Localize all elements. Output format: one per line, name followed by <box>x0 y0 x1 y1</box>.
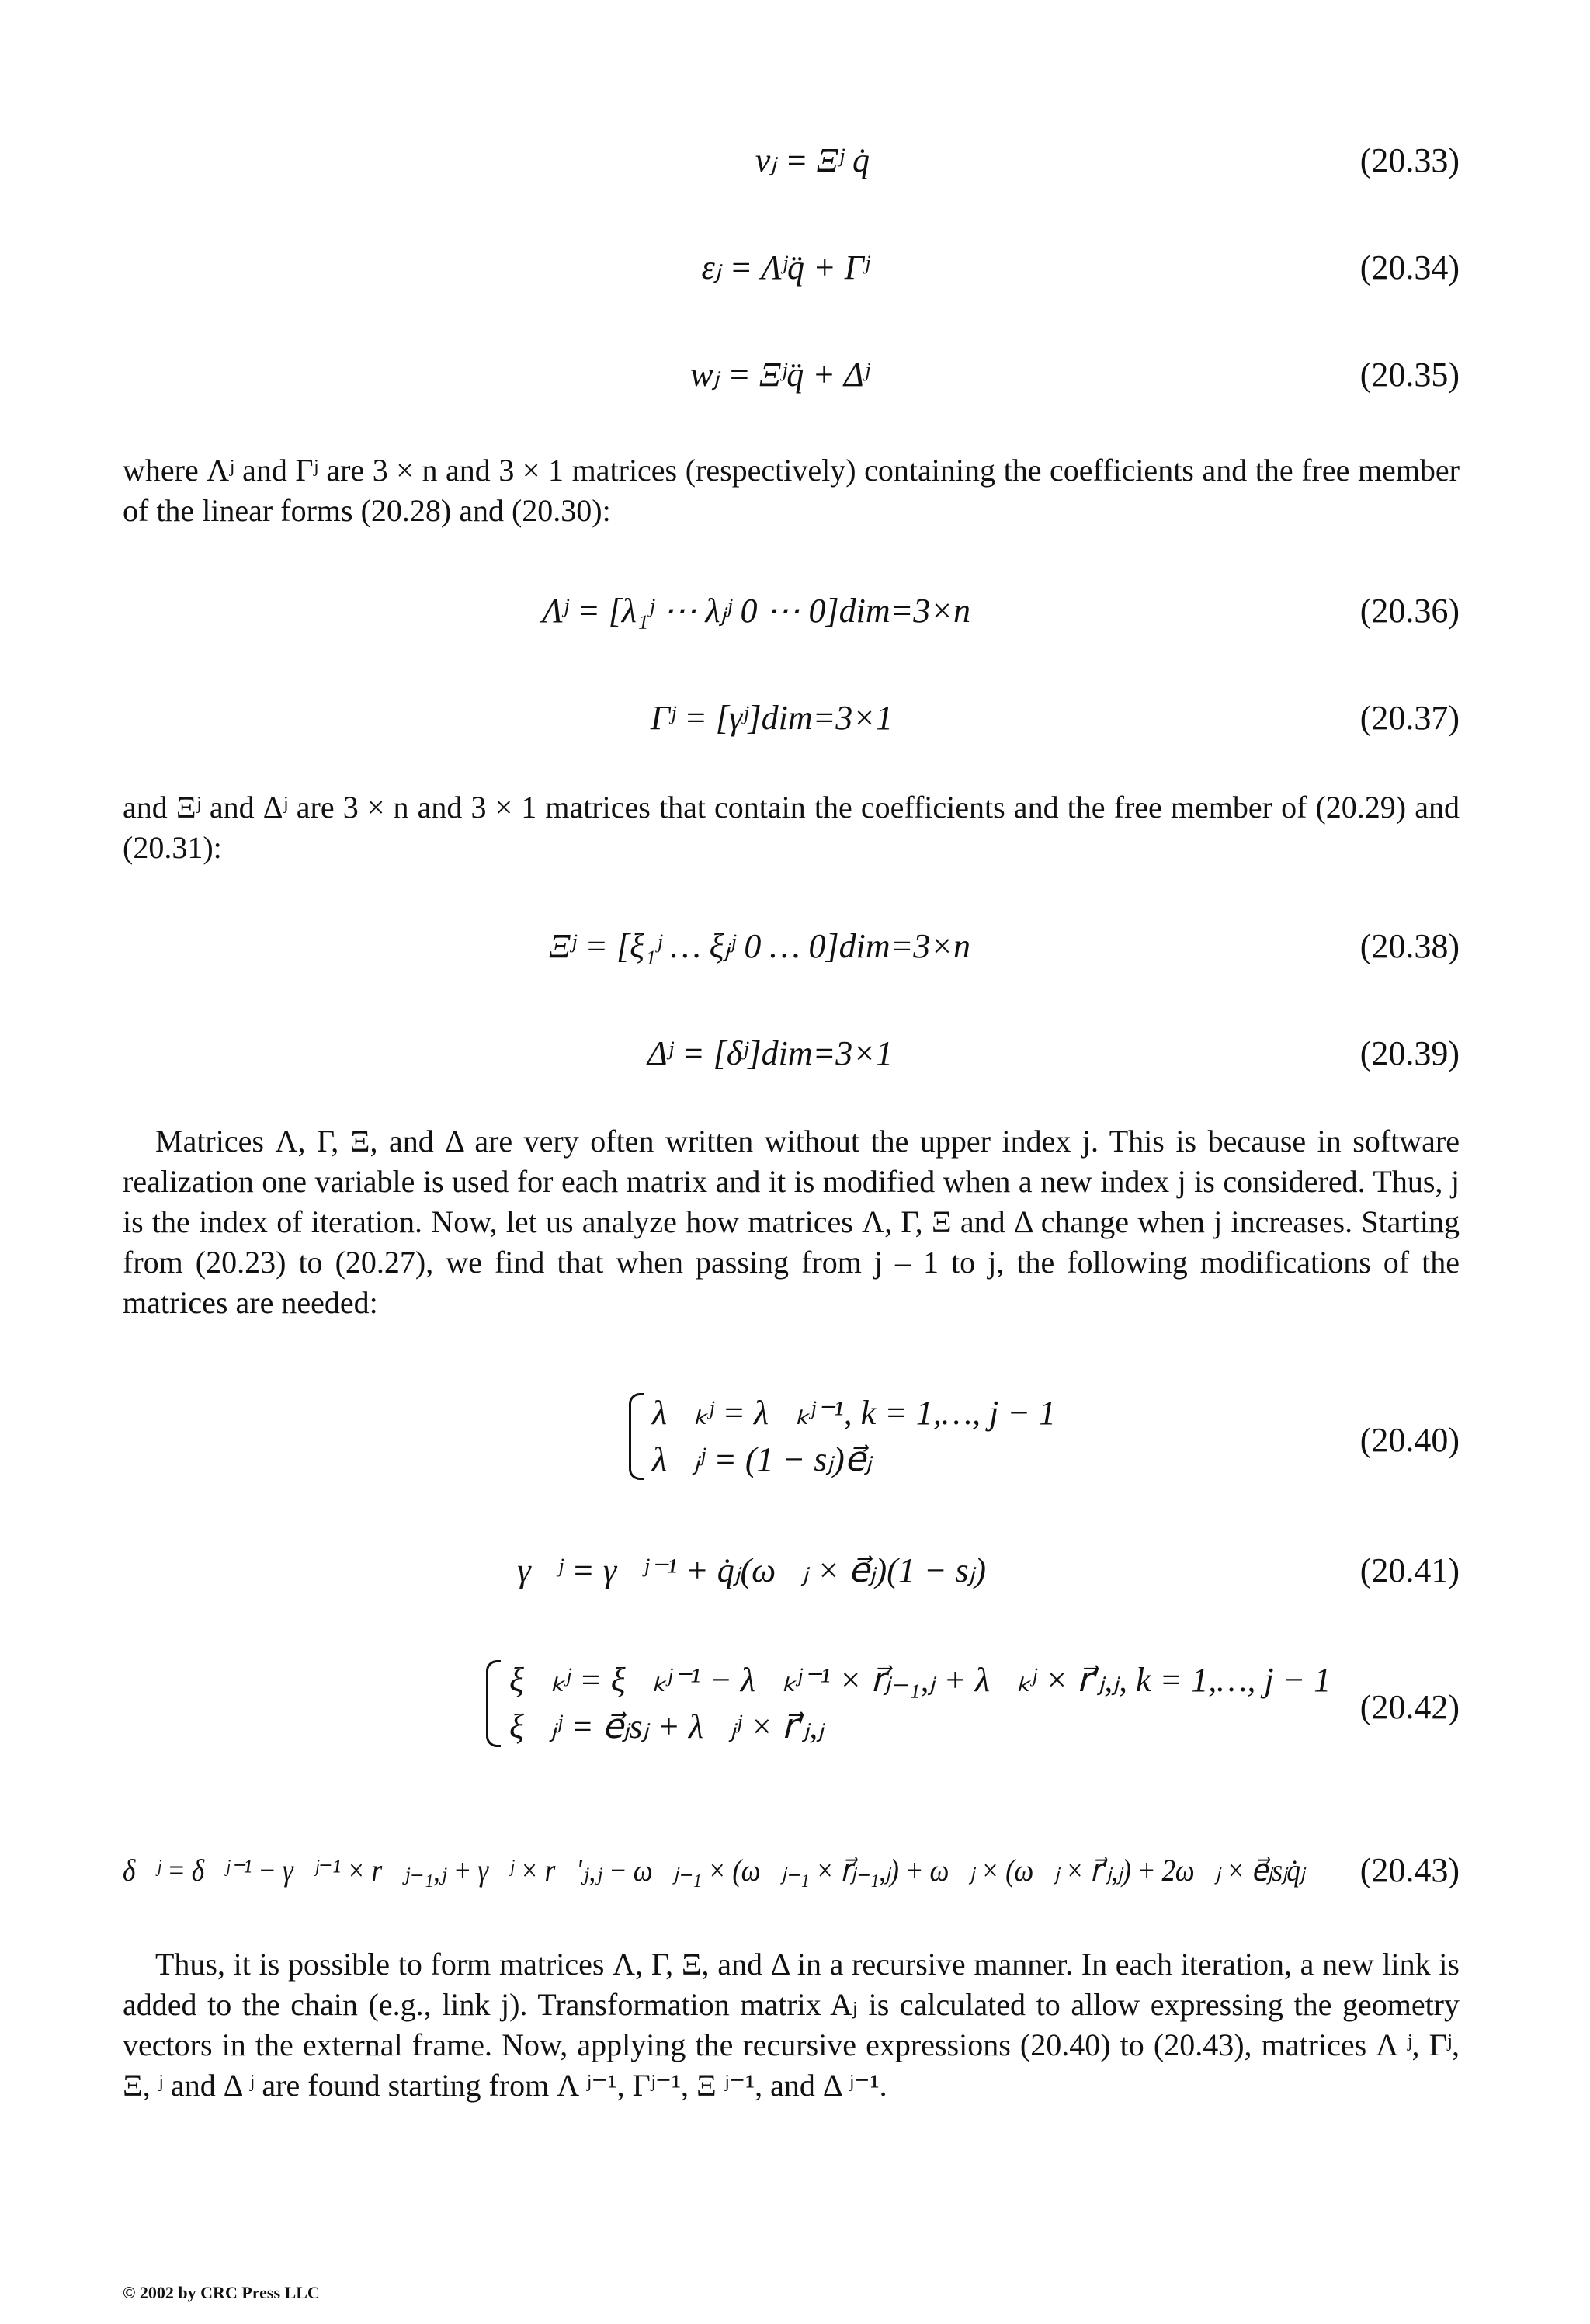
equation-20-41-number: (20.41) <box>1359 1551 1460 1589</box>
equation-20-33-body: vⱼ = Ξʲ q̇ <box>755 141 870 179</box>
equation-20-40 <box>0 1390 1590 1491</box>
equation-20-43-number: (20.43) <box>1359 1851 1460 1889</box>
equation-20-33-number: (20.33) <box>1359 141 1460 179</box>
paragraph-4: Thus, it is possible to form matrices Λ, Γ, Ξ, and Δ in a recursive manner. In each iteration, a new link is added to the chain (e.g., link j). Transformation matrix Aⱼ is calculated to allow expressing the geometry vectors in the external frame. Now, applying the recursive expressions (20.40) to (20.43), matrices Λ ʲ, Γʲ, Ξ, ʲ and Δ ʲ are found starting from Λ ʲ⁻¹, Γʲ⁻¹, Ξ ʲ⁻¹, and Δ ʲ⁻¹. <box>123 1947 1460 2103</box>
equation-20-42-number: (20.42) <box>1359 1688 1460 1726</box>
paragraph-1: where Λʲ and Γʲ are 3 × n and 3 × 1 matrices (respectively) containing the coefficients and the free member of the linear forms (20.28) and (20.30): <box>123 453 1460 528</box>
equation-20-42 <box>0 1657 1590 1758</box>
equation-20-39-body: Δʲ = [δʲ]dim=3×1 <box>647 1034 893 1072</box>
equation-20-40-number: (20.40) <box>1359 1421 1460 1459</box>
equation-20-36-number: (20.36) <box>1359 592 1460 630</box>
equation-20-43-body: δ⃗ʲ = δ⃗ʲ⁻¹ − γ⃗ʲ⁻¹ × r⃗ⱼ₋₁,ⱼ + γ⃗ʲ × r⃗′ⱼ,ⱼ − ω⃗ⱼ₋₁ × (ω⃗ⱼ₋₁ × r⃗ⱼ₋₁,ⱼ) + ω⃗ⱼ × (ω⃗ⱼ × r⃗′ⱼ,ⱼ) + 2ω⃗ⱼ × e⃗ⱼsⱼq̇ⱼ <box>123 1853 1305 1888</box>
copyright-footer: © 2002 by CRC Press LLC <box>123 2283 320 2302</box>
equation-20-41-body: γ⃗ʲ = γ⃗ʲ⁻¹ + q̇ⱼ(ω⃗ⱼ × e⃗ⱼ)(1 − sⱼ) <box>517 1551 986 1589</box>
equation-20-42-system <box>486 1657 1331 1750</box>
equation-20-37-number: (20.37) <box>1359 699 1460 737</box>
equation-20-40-line-1: λ⃗ₖʲ = λ⃗ₖʲ⁻¹, k = 1,…, j − 1 <box>652 1394 1056 1432</box>
equation-20-42-line-2: ξ⃗ⱼʲ = e⃗ⱼsⱼ + λ⃗ⱼʲ × r⃗′ⱼ,ⱼ <box>509 1707 824 1746</box>
paragraph-2: and Ξʲ and Δʲ are 3 × n and 3 × 1 matrices that contain the coefficients and the free member of (20.29) and (20.31): <box>123 790 1460 865</box>
equation-20-37-body: Γʲ = [γʲ]dim=3×1 <box>650 699 893 737</box>
equation-20-35-body: wⱼ = Ξʲq̈ + Δʲ <box>690 356 870 394</box>
equation-20-39-number: (20.39) <box>1359 1034 1460 1072</box>
equation-20-34-body: εⱼ = Λʲq̈ + Γʲ <box>701 248 870 287</box>
equation-20-34-number: (20.34) <box>1359 248 1460 287</box>
equation-20-38-body: Ξʲ = [ξ₁ʲ … ξⱼʲ 0 … 0]dim=3×n <box>548 927 970 965</box>
left-brace <box>486 1660 501 1747</box>
paragraph-3: Matrices Λ, Γ, Ξ, and Δ are very often written without the upper index j. This is because in software realization one variable is used for each matrix and it is modified when a new index j is considered. Thus, j is the index of iteration. Now, let us analyze how matrices Λ, Γ, Ξ and Δ change when j increases. Starting from (20.23) to (20.27), we find that when passing from j – 1 to j, the following modifications of the matrices are needed: <box>123 1124 1460 1320</box>
equation-20-38-number: (20.38) <box>1359 927 1460 965</box>
equation-20-35-number: (20.35) <box>1359 356 1460 394</box>
left-brace <box>629 1393 644 1480</box>
equation-20-42-line-1: ξ⃗ₖʲ = ξ⃗ₖʲ⁻¹ − λ⃗ₖʲ⁻¹ × r⃗ⱼ₋₁,ⱼ + λ⃗ₖʲ × r⃗′ⱼ,ⱼ, k = 1,…, j − 1 <box>509 1661 1331 1699</box>
equation-20-40-system <box>629 1390 1056 1483</box>
equation-20-36-body: Λʲ = [λ₁ʲ ⋯ λⱼʲ 0 ⋯ 0]dim=3×n <box>542 592 970 630</box>
equation-20-40-line-2: λ⃗ⱼʲ = (1 − sⱼ)e⃗ⱼ <box>652 1440 872 1478</box>
